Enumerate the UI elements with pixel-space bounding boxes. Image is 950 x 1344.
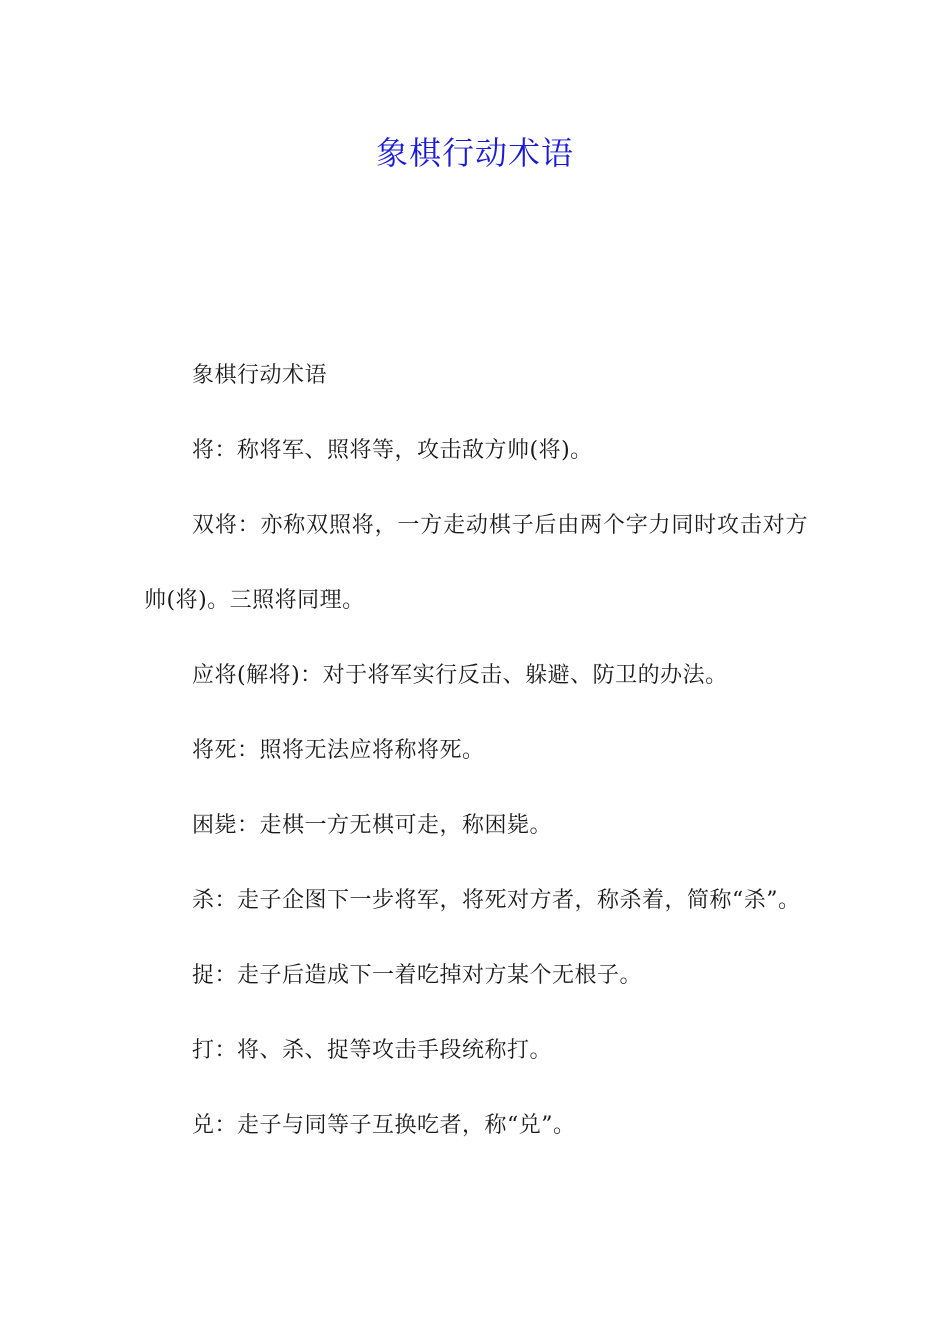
document-body xyxy=(144,338,808,1163)
paragraph-shuangjiang: 双将：亦称双照将，一方走动棋子后由两个字力同时攻击对方帅(将)。三照将同理。 xyxy=(144,513,808,613)
paragraph-dui: 兑：走子与同等子互换吃者，称“兑”。 xyxy=(192,1113,576,1138)
paragraph-zhuo: 捉：走子后造成下一着吃掉对方某个无根子。 xyxy=(192,963,643,988)
paragraph-da: 打：将、杀、捉等攻击手段统称打。 xyxy=(192,1038,553,1063)
paragraph-jiang: 将：称将军、照将等，攻击敌方帅(将)。 xyxy=(192,438,593,463)
paragraph-heading: 象棋行动术语 xyxy=(192,363,328,388)
paragraph-sha: 杀：走子企图下一步将军，将死对方者，称杀着，简称“杀”。 xyxy=(192,888,801,913)
paragraph-yingjiang: 应将(解将)：对于将军实行反击、躲避、防卫的办法。 xyxy=(192,663,728,688)
paragraph-kunbi: 困毙：走棋一方无棋可走，称困毙。 xyxy=(192,813,553,838)
paragraph-jiangsi: 将死：照将无法应将称将死。 xyxy=(192,738,485,763)
document-title: 象棋行动术语 xyxy=(375,134,574,172)
